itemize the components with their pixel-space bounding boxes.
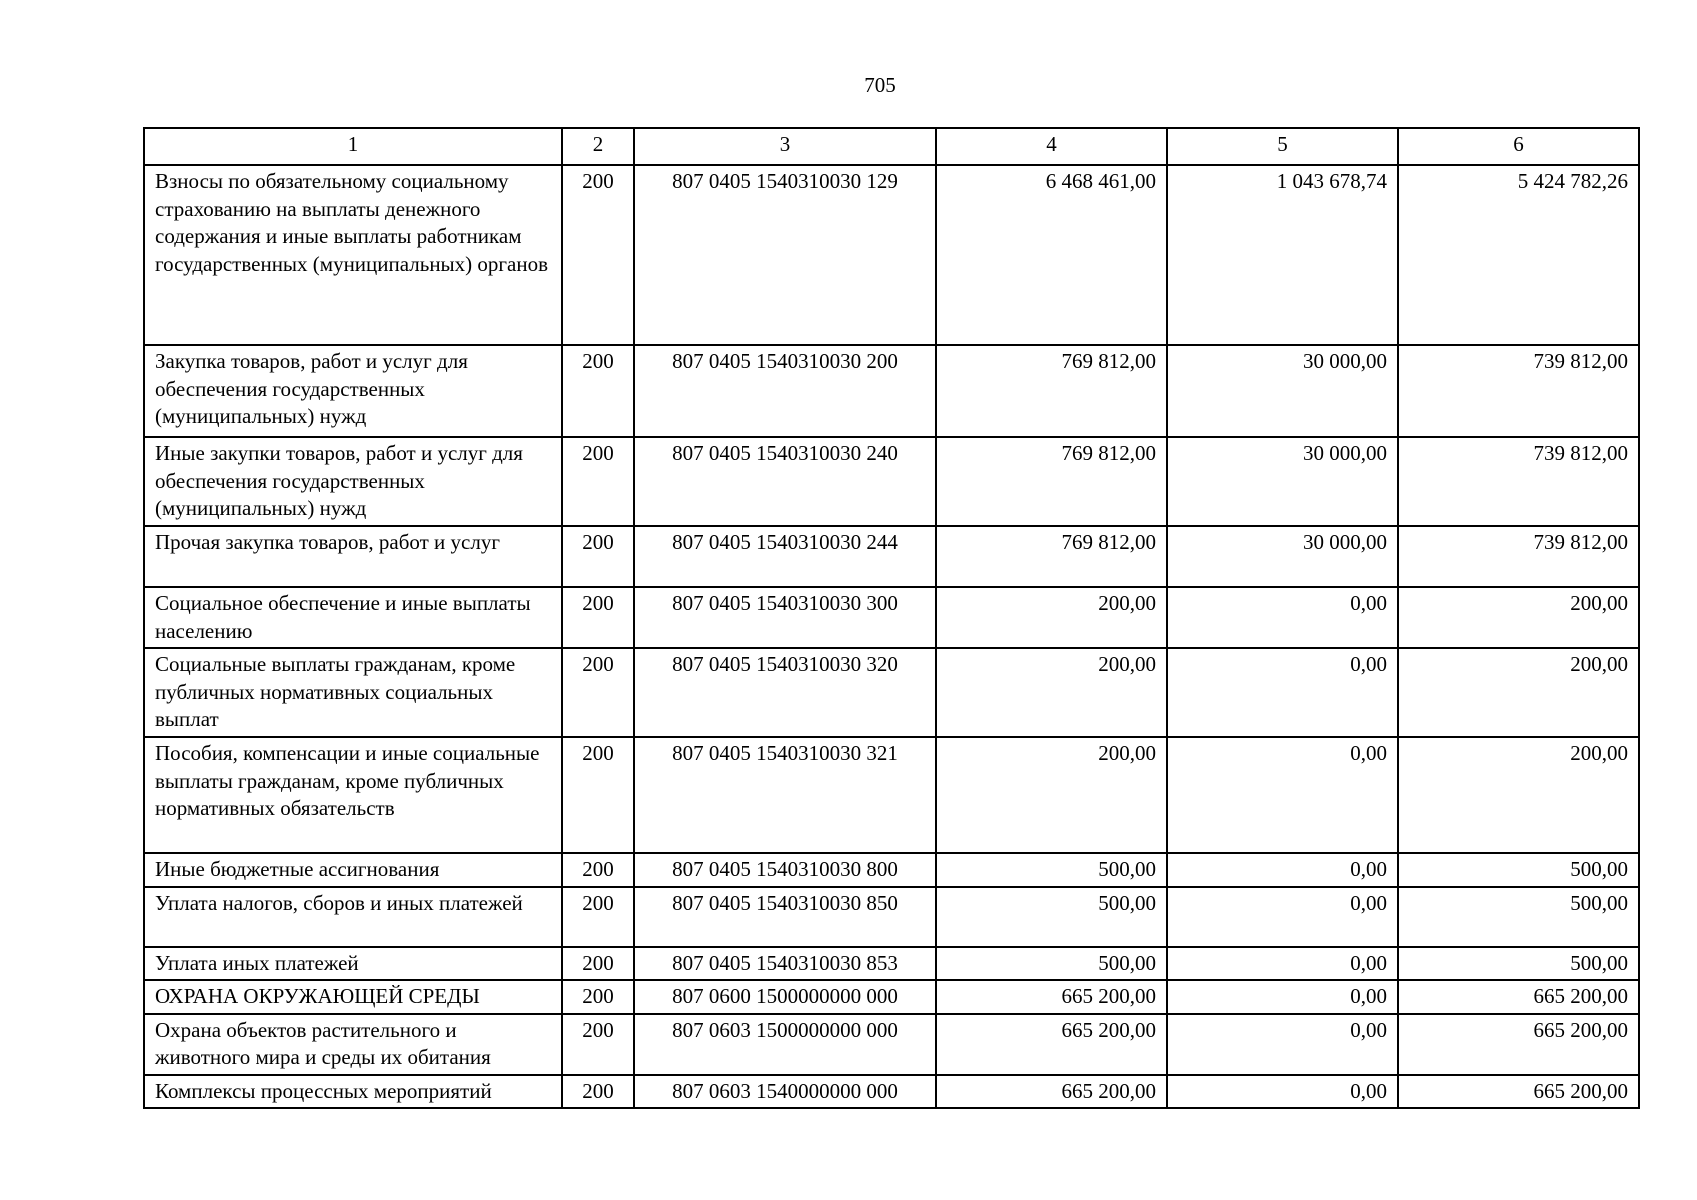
row-executed: 0,00 [1167, 947, 1398, 981]
row-kbk: 807 0603 1540000000 000 [634, 1075, 936, 1109]
column-header-1: 1 [144, 128, 562, 165]
table-row [144, 437, 1639, 526]
row-executed: 0,00 [1167, 1075, 1398, 1109]
row-name: Социальное обеспечение и иные выплаты населению [144, 587, 562, 648]
table-row [144, 648, 1639, 737]
column-header-3: 3 [634, 128, 936, 165]
row-kbk: 807 0600 1500000000 000 [634, 980, 936, 1014]
table-row [144, 1075, 1639, 1109]
row-executed: 0,00 [1167, 1014, 1398, 1075]
row-code: 200 [562, 737, 634, 853]
row-code: 200 [562, 587, 634, 648]
table-row [144, 853, 1639, 887]
row-code: 200 [562, 648, 634, 737]
row-unexecuted: 665 200,00 [1398, 1075, 1639, 1109]
row-approved: 500,00 [936, 947, 1167, 981]
row-executed: 0,00 [1167, 587, 1398, 648]
row-approved: 665 200,00 [936, 1014, 1167, 1075]
row-executed: 1 043 678,74 [1167, 165, 1398, 345]
row-name: Уплата иных платежей [144, 947, 562, 981]
row-unexecuted: 739 812,00 [1398, 437, 1639, 526]
row-executed: 30 000,00 [1167, 437, 1398, 526]
row-name: Социальные выплаты гражданам, кроме публичных нормативных социальных выплат [144, 648, 562, 737]
table-row [144, 1014, 1639, 1075]
row-name: Иные бюджетные ассигнования [144, 853, 562, 887]
row-approved: 500,00 [936, 887, 1167, 947]
row-approved: 200,00 [936, 587, 1167, 648]
row-executed: 0,00 [1167, 648, 1398, 737]
budget-execution-table [143, 127, 1640, 1109]
row-executed: 0,00 [1167, 737, 1398, 853]
table-row [144, 947, 1639, 981]
column-header-5: 5 [1167, 128, 1398, 165]
row-approved: 769 812,00 [936, 345, 1167, 437]
table-header-row [144, 128, 1639, 165]
row-kbk: 807 0405 1540310030 129 [634, 165, 936, 345]
row-unexecuted: 665 200,00 [1398, 980, 1639, 1014]
row-kbk: 807 0405 1540310030 320 [634, 648, 936, 737]
row-kbk: 807 0405 1540310030 850 [634, 887, 936, 947]
row-code: 200 [562, 345, 634, 437]
row-approved: 665 200,00 [936, 980, 1167, 1014]
row-name: ОХРАНА ОКРУЖАЮЩЕЙ СРЕДЫ [144, 980, 562, 1014]
row-name: Пособия, компенсации и иные социальные выплаты гражданам, кроме публичных нормативных обязательств [144, 737, 562, 853]
row-executed: 0,00 [1167, 887, 1398, 947]
row-name: Взносы по обязательному социальному страхованию на выплаты денежного содержания и иные выплаты работникам государственных (муниципальных) органов [144, 165, 562, 345]
row-kbk: 807 0405 1540310030 244 [634, 526, 936, 587]
table-row [144, 345, 1639, 437]
row-executed: 30 000,00 [1167, 526, 1398, 587]
table-row [144, 587, 1639, 648]
row-kbk: 807 0405 1540310030 853 [634, 947, 936, 981]
row-name: Комплексы процессных мероприятий [144, 1075, 562, 1109]
row-code: 200 [562, 947, 634, 981]
row-unexecuted: 500,00 [1398, 853, 1639, 887]
row-unexecuted: 500,00 [1398, 887, 1639, 947]
row-approved: 665 200,00 [936, 1075, 1167, 1109]
row-executed: 0,00 [1167, 853, 1398, 887]
row-code: 200 [562, 980, 634, 1014]
row-code: 200 [562, 437, 634, 526]
row-unexecuted: 500,00 [1398, 947, 1639, 981]
row-name: Иные закупки товаров, работ и услуг для обеспечения государственных (муниципальных) нужд [144, 437, 562, 526]
row-unexecuted: 200,00 [1398, 737, 1639, 853]
row-unexecuted: 665 200,00 [1398, 1014, 1639, 1075]
row-unexecuted: 200,00 [1398, 587, 1639, 648]
row-name: Уплата налогов, сборов и иных платежей [144, 887, 562, 947]
table-row [144, 887, 1639, 947]
row-approved: 500,00 [936, 853, 1167, 887]
row-kbk: 807 0603 1500000000 000 [634, 1014, 936, 1075]
column-header-2: 2 [562, 128, 634, 165]
row-executed: 0,00 [1167, 980, 1398, 1014]
row-unexecuted: 739 812,00 [1398, 345, 1639, 437]
row-code: 200 [562, 165, 634, 345]
row-approved: 769 812,00 [936, 526, 1167, 587]
table-row [144, 526, 1639, 587]
row-name: Прочая закупка товаров, работ и услуг [144, 526, 562, 587]
table-row [144, 980, 1639, 1014]
row-code: 200 [562, 1075, 634, 1109]
row-code: 200 [562, 853, 634, 887]
row-name: Охрана объектов растительного и животного мира и среды их обитания [144, 1014, 562, 1075]
row-approved: 6 468 461,00 [936, 165, 1167, 345]
row-unexecuted: 739 812,00 [1398, 526, 1639, 587]
row-name: Закупка товаров, работ и услуг для обеспечения государственных (муниципальных) нужд [144, 345, 562, 437]
page-number: 705 [864, 73, 896, 97]
row-kbk: 807 0405 1540310030 800 [634, 853, 936, 887]
row-code: 200 [562, 887, 634, 947]
row-kbk: 807 0405 1540310030 300 [634, 587, 936, 648]
column-header-4: 4 [936, 128, 1167, 165]
row-executed: 30 000,00 [1167, 345, 1398, 437]
row-approved: 769 812,00 [936, 437, 1167, 526]
row-code: 200 [562, 526, 634, 587]
row-approved: 200,00 [936, 648, 1167, 737]
row-approved: 200,00 [936, 737, 1167, 853]
column-header-6: 6 [1398, 128, 1639, 165]
row-kbk: 807 0405 1540310030 200 [634, 345, 936, 437]
table-row [144, 737, 1639, 853]
row-kbk: 807 0405 1540310030 321 [634, 737, 936, 853]
row-unexecuted: 200,00 [1398, 648, 1639, 737]
row-kbk: 807 0405 1540310030 240 [634, 437, 936, 526]
table-row [144, 165, 1639, 345]
row-code: 200 [562, 1014, 634, 1075]
row-unexecuted: 5 424 782,26 [1398, 165, 1639, 345]
